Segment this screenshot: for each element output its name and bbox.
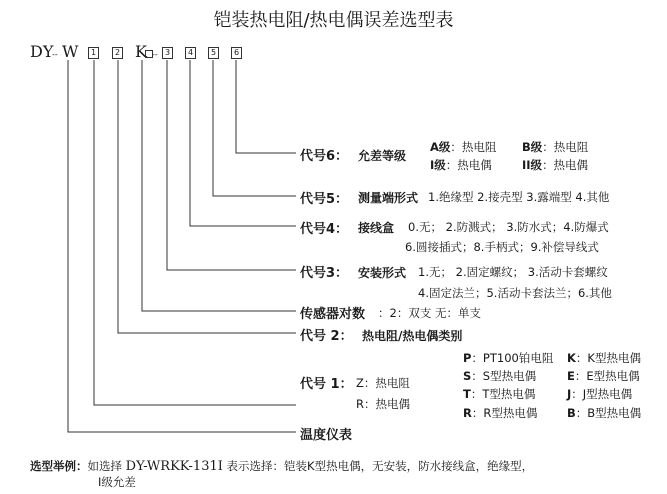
code-box-1: 1	[88, 47, 99, 59]
code6-b	[522, 136, 588, 155]
code2-key: J	[567, 387, 572, 401]
selection-example	[30, 458, 533, 474]
code4-options-1: 0.无； 2.防溅式； 3.防水式；4.防爆式	[408, 220, 609, 234]
code2-val: ：J型热电偶	[571, 387, 633, 401]
code-k: K	[135, 42, 147, 61]
code3-name: 安装形式	[358, 266, 407, 280]
code2-label: 代号 2：	[300, 329, 353, 344]
code2-key: S	[463, 369, 472, 383]
code-box-5: 5	[208, 47, 219, 59]
code2-val: ：E型热电偶	[574, 369, 640, 383]
code6-i-val: ：热电偶	[445, 158, 492, 172]
code6-name: 允差等级	[358, 149, 407, 163]
code4-options-2: 6.圆接插式；8.手柄式；9.补偿导线式	[405, 240, 599, 254]
code2-key: E	[567, 369, 575, 383]
code2-key: T	[463, 387, 471, 401]
code6-b-val: ：热电阻	[542, 140, 589, 154]
code2-row-4	[463, 402, 537, 421]
code2-name: 热电阻/热电偶类别	[362, 329, 463, 343]
example-text-3: I级允差	[98, 475, 136, 489]
code6-i	[430, 154, 492, 173]
code2-row-3	[463, 383, 535, 402]
product-label: 温度仪表	[300, 428, 353, 443]
code2-val: ：R型热电偶	[471, 406, 538, 420]
code2-val: ：PT100铂电阻	[471, 351, 554, 365]
code6-a-class: A级	[430, 140, 451, 154]
code-box-6: 6	[231, 47, 242, 59]
sensor-options: ：2：双支 无：单支	[378, 306, 481, 320]
code6-ii-val: ：热电偶	[542, 158, 589, 172]
code5-label: 代号5：	[300, 192, 349, 207]
code-box-2: 2	[112, 47, 123, 59]
code6-i-class: I级	[430, 158, 446, 172]
code6-b-class: B级	[522, 140, 543, 154]
example-model: DY-WRKK-131I	[125, 459, 223, 474]
code2-row-1b	[567, 347, 641, 366]
code5-name: 测量端形式	[358, 191, 419, 205]
code2-val: ：S型热电偶	[471, 369, 537, 383]
code-w: W	[62, 42, 79, 61]
code2-val: ：K型热电偶	[575, 351, 641, 365]
code2-val: ：T型热电偶	[470, 387, 536, 401]
code6-ii-class: II级	[522, 158, 543, 172]
code6-a	[430, 136, 496, 155]
code2-key: B	[567, 406, 576, 420]
code2-row-2	[463, 365, 536, 384]
code1-label: 代号 1：	[300, 377, 353, 392]
code-dash: --	[52, 50, 58, 59]
model-code	[0, 42, 667, 62]
code2-val: ：B型热电偶	[575, 406, 642, 420]
code1-z: Z：热电阻	[356, 376, 410, 390]
code4-label: 代号4：	[300, 222, 349, 237]
code2-row-4b	[567, 402, 641, 421]
code4-name: 接线盒	[358, 221, 395, 235]
code3-label: 代号3：	[300, 266, 349, 281]
example-text-2: 表示选择：铠装K型热电偶，无安装，防水接线盒，绝缘型，	[222, 459, 534, 473]
code2-row-1	[463, 347, 553, 366]
code3-options-2: 4.固定法兰；5.活动卡套法兰；6.其他	[418, 286, 612, 300]
code1-r: R：热电偶	[356, 397, 410, 411]
example-text-1: 如选择	[87, 459, 126, 473]
code5-options: 1.绝缘型 2.接壳型 3.露端型 4.其他	[428, 190, 610, 204]
code2-row-3b	[567, 383, 632, 402]
code2-row-2b	[567, 365, 640, 384]
code3-options-1: 1.无； 2.固定螺纹； 3.活动卡套螺纹	[418, 265, 608, 279]
code-dash-2: --	[152, 50, 158, 59]
code2-key: P	[463, 351, 472, 365]
page-title: 铠装热电阻/热电偶误差选型表	[213, 10, 454, 31]
code2-key: R	[463, 406, 472, 420]
code6-label: 代号6：	[300, 149, 349, 164]
code-prefix: DY	[30, 42, 54, 61]
code6-a-val: ：热电阻	[450, 140, 497, 154]
code-box-4: 4	[185, 47, 196, 59]
example-label: 选型举例：	[30, 459, 88, 473]
code-box-3: 3	[162, 47, 173, 59]
code2-key: K	[567, 351, 576, 365]
code6-ii	[522, 154, 588, 173]
sensor-label: 传感器对数	[300, 307, 366, 322]
